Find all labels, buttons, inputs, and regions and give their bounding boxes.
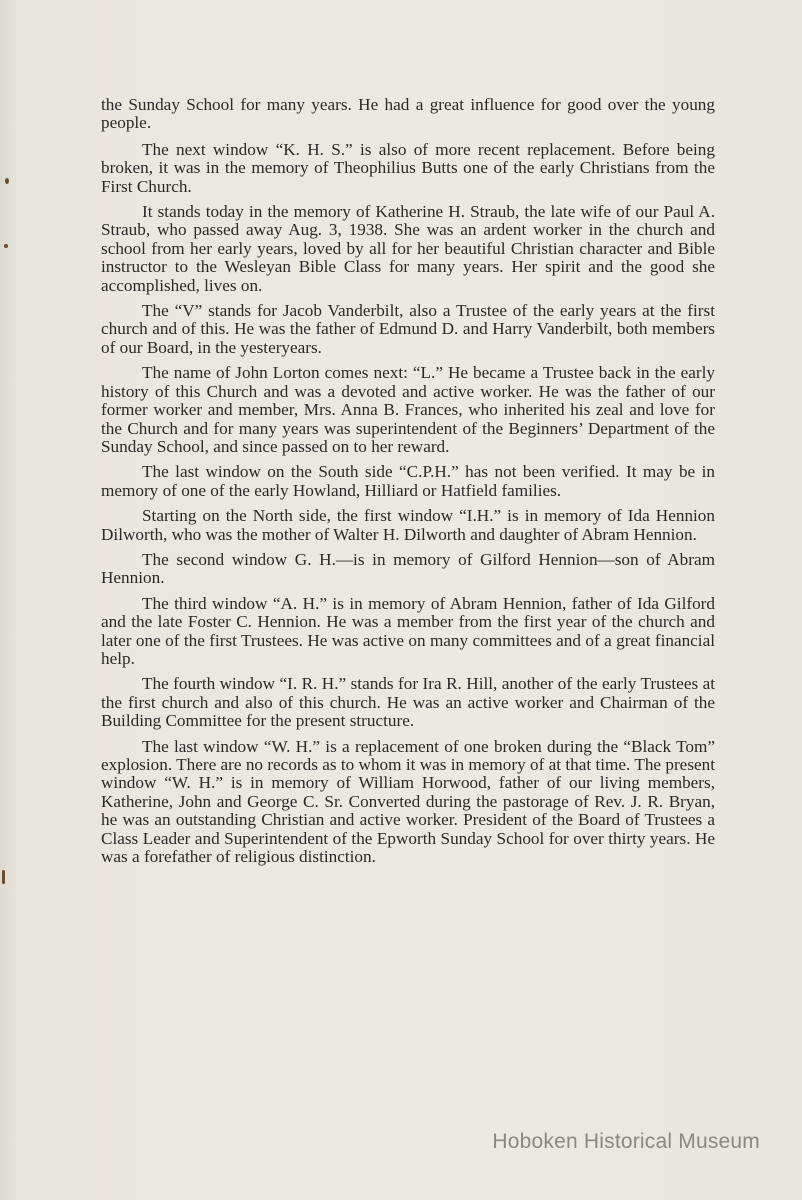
paragraph: The name of John Lorton comes next: “L.” He became a Trustee back in the early history of this Church and was a devoted and active worker. He was the father of our former worker and member, Mrs. Anna B. Frances, who inherited his zeal and love for the Church and for many years was superintendent of the Beginners’ Department of the Sunday School, and since passed on to her reward. bbox=[101, 363, 715, 456]
paragraph: The last window “W. H.” is a replacement of one broken during the “Black Tom” explosion. There are no records as to whom it was in memory of at that time. The present window “W. H.” is in memory of William Horwood, father of our living members, Katherine, John and George C. Sr. Converted during the pastorage of Rev. J. R. Bryan, he was an outstanding Christian and active worker. President of the Board of Trustees a Class Leader and Superintendent of the Epworth Sunday School for over thirty years. He was a forefather of religious distinction. bbox=[101, 736, 715, 867]
paragraph: The last window on the South side “C.P.H.” has not been verified. It may be in memory of one of the early Howland, Hilliard or Hatfield families. bbox=[101, 462, 715, 500]
paragraph: The next window “K. H. S.” is also of more recent replacement. Before being broken, it was in the memory of Theophilius Butts one of the early Christians from the First Church. bbox=[101, 139, 715, 196]
watermark: Hoboken Historical Museum bbox=[492, 1130, 760, 1153]
paper-speck bbox=[2, 870, 5, 884]
paragraph: It stands today in the memory of Katherine H. Straub, the late wife of our Paul A. Straub, who passed away Aug. 3, 1938. She was an ardent worker in the church and school from her early years, loved by all for her beautiful Christian character and Bible instructor to the Wesleyan Bible Class for many years. Her spirit and the good she accomplished, lives on. bbox=[101, 202, 715, 295]
paragraph: The third window “A. H.” is in memory of Abram Hennion, father of Ida Gilford and the late Foster C. Hennion. He was a member from the first year of the church and later one of the first Trustees. He was active on many committees and of a great financial help. bbox=[101, 593, 715, 668]
paragraph: Starting on the North side, the first window “I.H.” is in memory of Ida Hennion Dilworth, who was the mother of Walter H. Dilworth and daughter of Abram Hennion. bbox=[101, 506, 715, 544]
paper-speck bbox=[4, 244, 8, 248]
paragraph: The “V” stands for Jacob Vanderbilt, also a Trustee of the early years at the first church and of this. He was the father of Edmund D. and Harry Vanderbilt, both members of our Board, in the yesteryears. bbox=[101, 301, 715, 357]
paper-speck bbox=[5, 178, 9, 184]
paragraph: The second window G. H.—is in memory of Gilford Hennion—son of Abram Hennion. bbox=[101, 549, 715, 588]
paragraph: the Sunday School for many years. He had a great influence for good over the young people. bbox=[101, 95, 715, 133]
body-text bbox=[101, 96, 715, 873]
paragraph: The fourth window “I. R. H.” stands for Ira R. Hill, another of the early Trustees at the first church and also of this church. He was an active worker and Chairman of the Building Committee for the present structure. bbox=[101, 674, 715, 731]
